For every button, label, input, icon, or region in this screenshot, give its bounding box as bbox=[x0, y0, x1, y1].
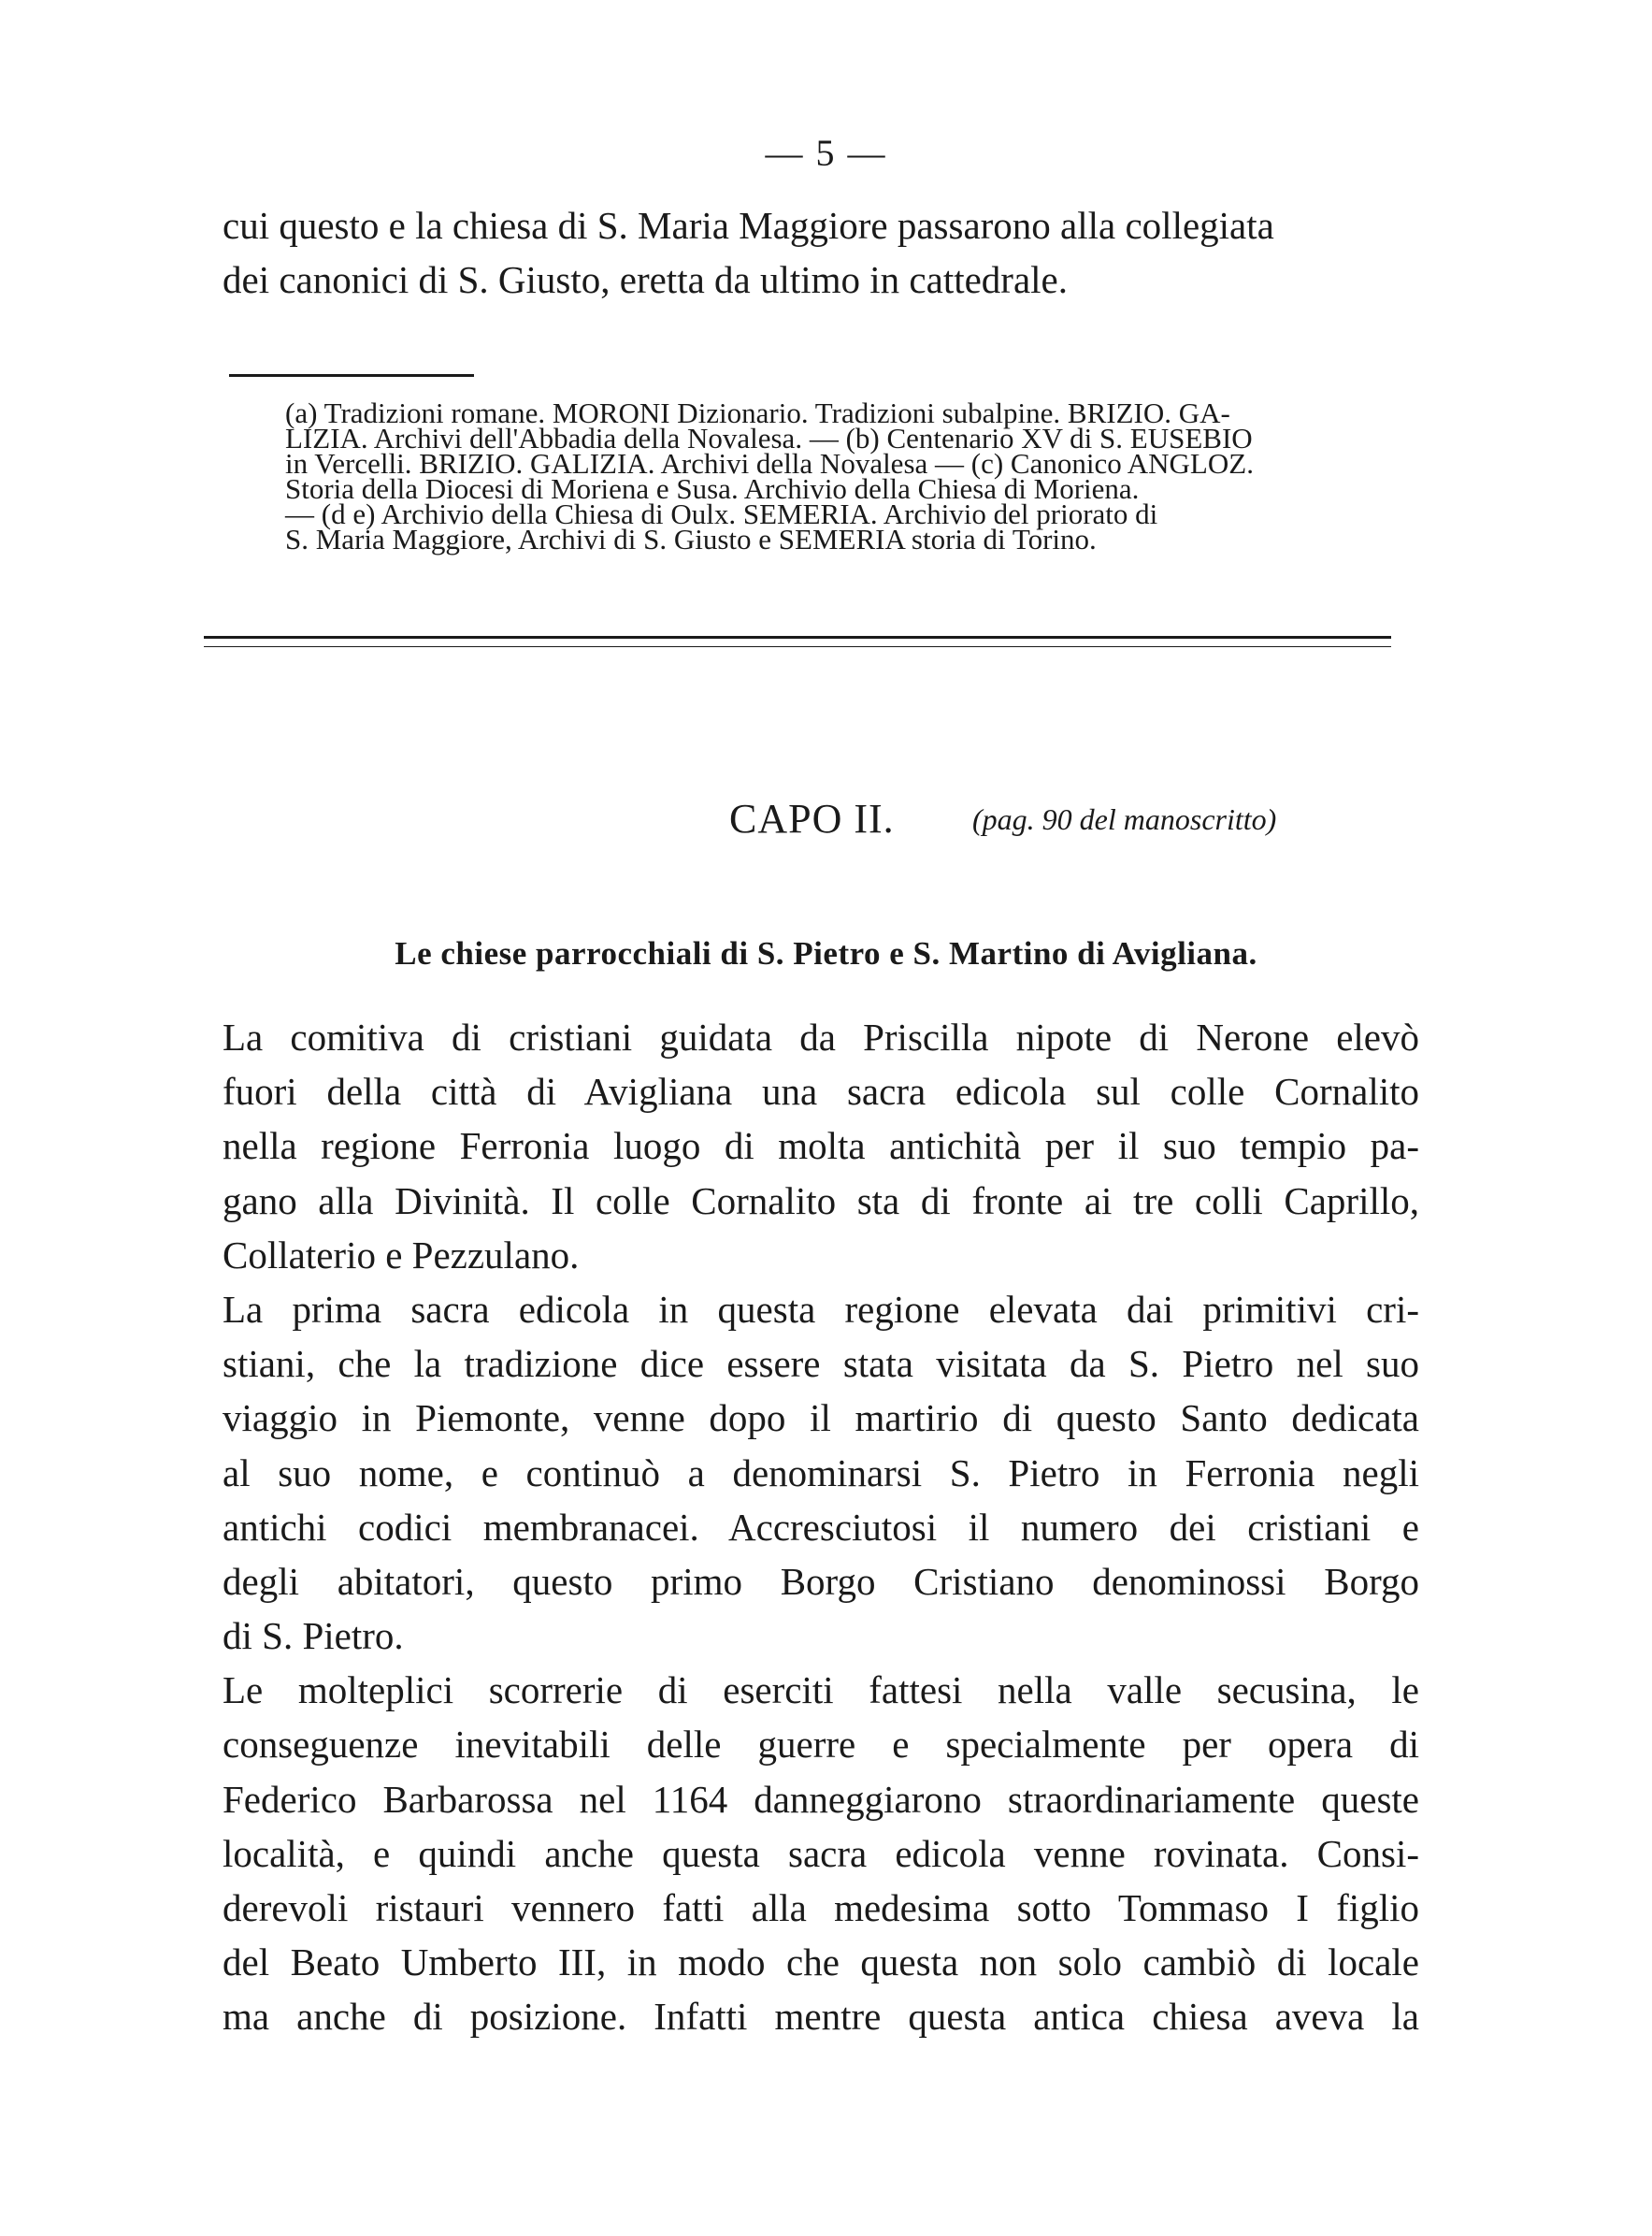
chapter-heading bbox=[0, 795, 1652, 851]
footnote-line: Storia della Diocesi di Moriena e Susa. Archivio della Chiesa di Moriena. bbox=[285, 472, 1140, 505]
body-line: del Beato Umberto III, in modo che questa non solo cambiò di locale bbox=[223, 1940, 1419, 1984]
body-line: derevoli ristauri vennero fatti alla medesima sotto Tommaso I figlio bbox=[223, 1886, 1419, 1929]
footnote-line: S. Maria Maggiore, Archivi di S. Giusto e SEMERIA storia di Torino. bbox=[285, 523, 1097, 555]
footnote-line: LIZIA. Archivi dell'Abbadia della Novalesa. — (b) Centenario XV di S. EUSEBIO bbox=[285, 422, 1253, 454]
body-line: nella regione Ferronia luogo di molta antichità per il suo tempio pa- bbox=[223, 1124, 1419, 1168]
footnote-line: — (d e) Archivio della Chiesa di Oulx. SEMERIA. Archivio del priorato di bbox=[285, 498, 1158, 530]
body-line: Le molteplici scorrerie di eserciti fattesi nella valle secusina, le bbox=[223, 1668, 1419, 1712]
footnote-separator bbox=[229, 374, 474, 377]
body-line: gano alla Divinità. Il colle Cornalito sta di fronte ai tre colli Caprillo, bbox=[223, 1178, 1419, 1222]
chapter-title: CAPO II. bbox=[729, 796, 895, 842]
body-line: conseguenze inevitabili delle guerre e specialmente per opera di bbox=[223, 1723, 1419, 1767]
body-line: fuori della città di Avigliana una sacra edicola sul colle Cornalito bbox=[223, 1070, 1419, 1114]
footnote-line: in Vercelli. BRIZIO. GALIZIA. Archivi della Novalesa — (c) Canonico ANGLOZ. bbox=[285, 447, 1254, 480]
section-divider bbox=[204, 636, 1391, 647]
page-number: — 5 — bbox=[765, 132, 887, 174]
carry-over-line: dei canonici di S. Giusto, eretta da ultimo in cattedrale. bbox=[223, 258, 1069, 301]
carry-over-line: cui questo e la chiesa di S. Maria Maggiore passarono alla collegiata bbox=[223, 204, 1274, 247]
body-text bbox=[223, 1010, 1419, 2044]
body-line: degli abitatori, questo primo Borgo Cristiano denominossi Borgo bbox=[223, 1559, 1419, 1603]
body-line: di S. Pietro. bbox=[223, 1614, 404, 1658]
body-line: viaggio in Piemonte, venne dopo il martirio di questo Santo dedicata bbox=[223, 1396, 1419, 1440]
body-line: al suo nome, e continuò a denominarsi S. Pietro in Ferronia negli bbox=[223, 1450, 1419, 1494]
carry-over-paragraph bbox=[223, 198, 1429, 307]
body-line: ma anche di posizione. Infatti mentre questa antica chiesa aveva la bbox=[223, 1995, 1419, 2039]
body-line: località, e quindi anche questa sacra edicola venne rovinata. Consi- bbox=[223, 1831, 1419, 1875]
body-line: Collaterio e Pezzulano. bbox=[223, 1233, 580, 1277]
footnotes bbox=[285, 397, 1370, 555]
footnote-line: (a) Tradizioni romane. MORONI Dizionario. Tradizioni subalpine. BRIZIO. GA- bbox=[285, 397, 1230, 429]
body-line: stiani, che la tradizione dice essere stata visitata da S. Pietro nel suo bbox=[223, 1342, 1419, 1386]
body-line: Federico Barbarossa nel 1164 danneggiarono straordinariamente queste bbox=[223, 1777, 1419, 1821]
body-line: La comitiva di cristiani guidata da Priscilla nipote di Nerone elevò bbox=[223, 1016, 1419, 1059]
body-line: La prima sacra edicola in questa regione elevata dai primitivi cri- bbox=[223, 1287, 1419, 1331]
chapter-subtitle: Le chiese parrocchiali di S. Pietro e S. Martino di Avigliana. bbox=[395, 935, 1257, 972]
chapter-reference: (pag. 90 del manoscritto) bbox=[972, 802, 1277, 836]
body-line: antichi codici membranacei. Accresciutosi il numero dei cristiani e bbox=[223, 1505, 1419, 1549]
